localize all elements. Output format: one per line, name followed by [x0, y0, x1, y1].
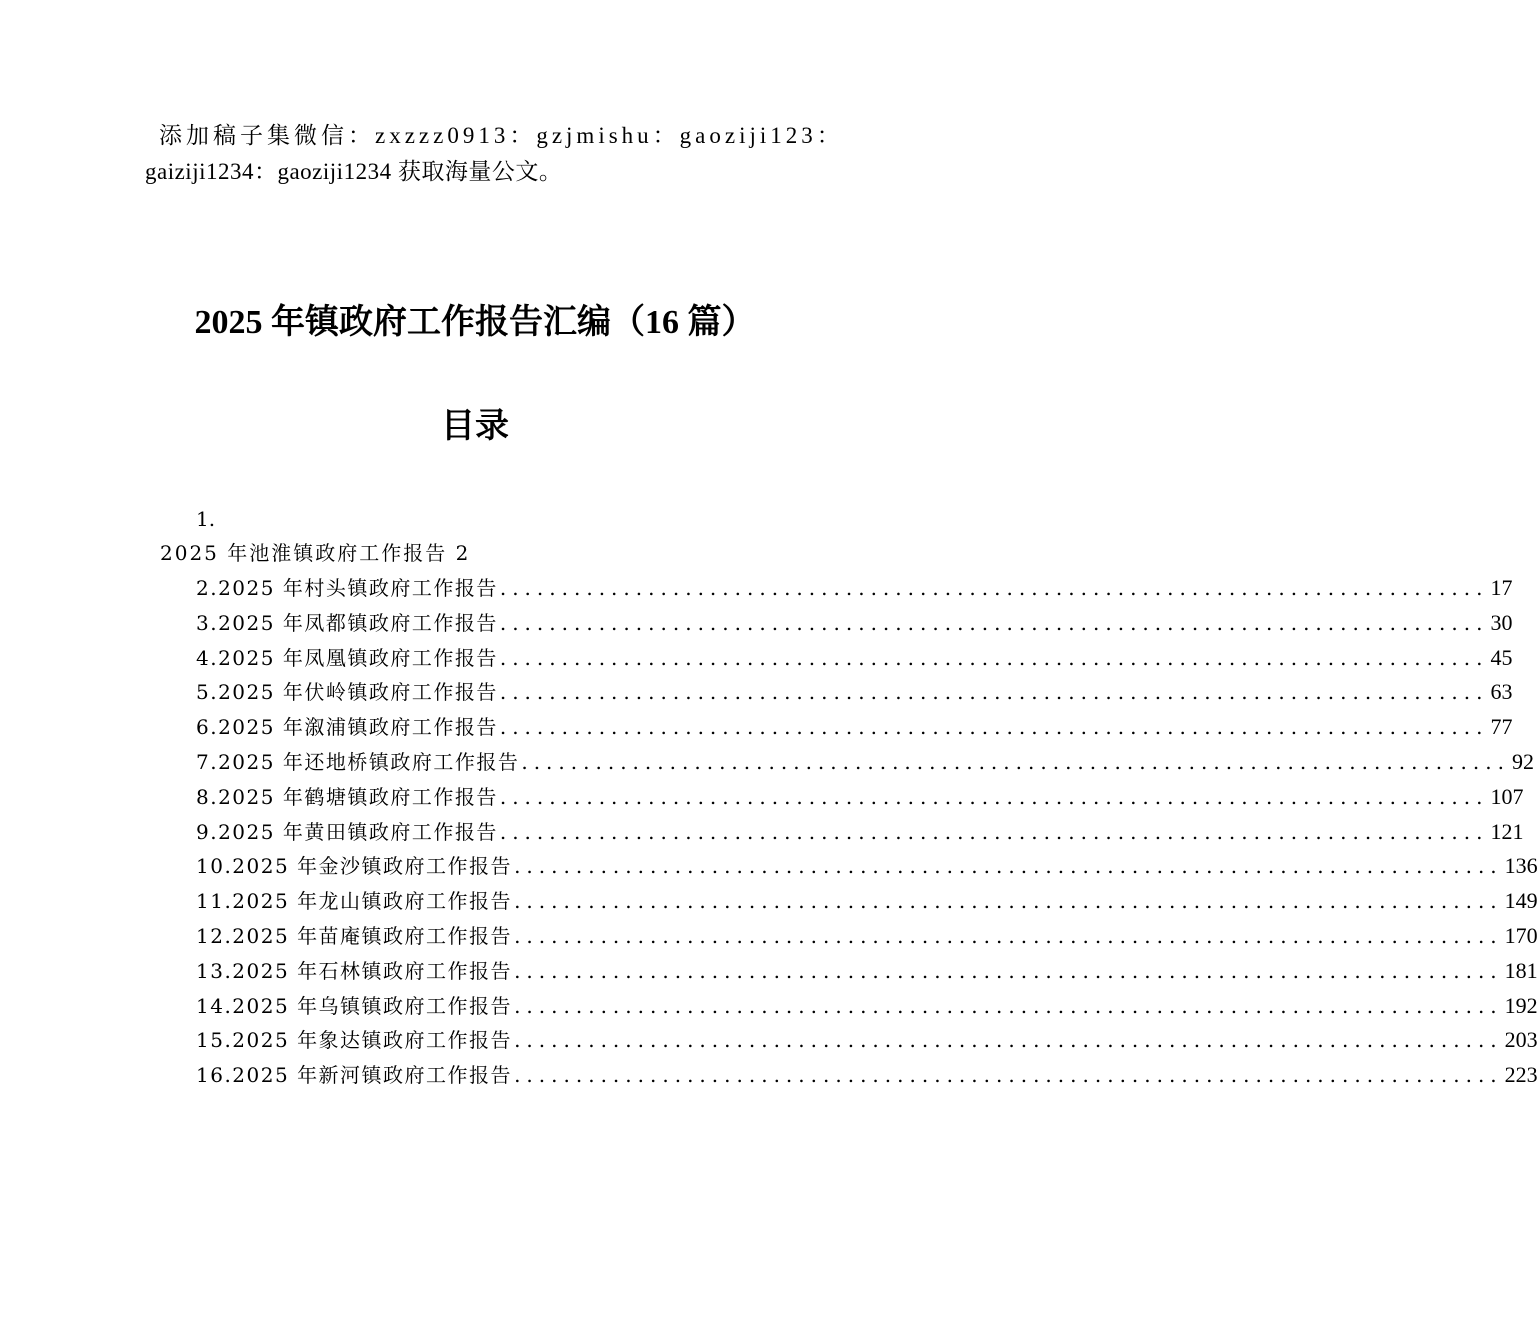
toc-dot-leader: ................................................................................	[514, 923, 1503, 948]
toc-entry-label: 3.2025 年凤都镇政府工作报告	[196, 610, 498, 635]
toc-entry[interactable]	[196, 608, 1513, 643]
toc-entry[interactable]	[196, 1025, 1538, 1060]
toc-list	[196, 573, 1538, 1095]
toc-entry-page-number: 203	[1504, 1027, 1538, 1053]
toc-entry[interactable]	[196, 886, 1538, 921]
toc-entry[interactable]	[196, 643, 1513, 678]
toc-entry-page-number: 17	[1490, 575, 1513, 600]
toc-entry-page-number: 30	[1490, 609, 1513, 635]
toc-entry-label: 5.2025 年伏岭镇政府工作报告	[196, 680, 498, 705]
toc-dot-leader: ................................................................................	[514, 889, 1503, 914]
toc-entry[interactable]	[196, 956, 1538, 991]
toc-entry[interactable]	[196, 817, 1524, 852]
toc-dot-leader: ................................................................................	[514, 958, 1503, 983]
toc-dot-leader: ................................................................................	[514, 854, 1503, 879]
toc-dot-leader: ................................................................................	[499, 610, 1489, 635]
toc-entry-label: 11.2025 年龙山镇政府工作报告	[196, 889, 513, 914]
toc-dot-leader: ................................................................................	[499, 576, 1489, 600]
toc-entry[interactable]	[196, 677, 1513, 712]
toc-entry-label: 2.2025 年村头镇政府工作报告	[196, 576, 498, 600]
document-title: 2025 年镇政府工作报告汇编（16 篇）	[194, 304, 756, 341]
wechat-notice	[145, 118, 844, 190]
toc-entry-label: 16.2025 年新河镇政府工作报告	[196, 1063, 513, 1088]
toc-entry-page-number: 77	[1490, 714, 1513, 740]
toc-entry[interactable]	[196, 782, 1524, 817]
toc-dot-leader: ................................................................................	[499, 819, 1489, 844]
toc-entry-page-number: 149	[1504, 888, 1538, 914]
toc-dot-leader: ................................................................................	[514, 1028, 1503, 1053]
toc-entry-1-number: 1.	[196, 507, 216, 531]
toc-dot-leader: ................................................................................	[499, 715, 1489, 740]
toc-entry-label: 6.2025 年溆浦镇政府工作报告	[196, 715, 498, 740]
toc-dot-leader: ................................................................................	[514, 1063, 1503, 1088]
toc-entry[interactable]	[196, 712, 1513, 747]
toc-entry-label: 12.2025 年苗庵镇政府工作报告	[196, 923, 513, 948]
toc-entry-page-number: 136	[1504, 853, 1538, 879]
toc-entry-1-text: 2025 年池淮镇政府工作报告 2	[160, 541, 471, 565]
toc-entry-label: 9.2025 年黄田镇政府工作报告	[196, 819, 498, 844]
toc-entry[interactable]	[196, 1060, 1538, 1095]
toc-entry-label: 15.2025 年象达镇政府工作报告	[196, 1028, 513, 1053]
toc-dot-leader: ................................................................................	[499, 645, 1489, 670]
notice-line-2: gaiziji1234：gaoziji1234 获取海量公文。	[145, 159, 563, 184]
toc-entry[interactable]	[196, 991, 1538, 1026]
toc-entry-page-number: 92	[1511, 748, 1534, 774]
notice-line-1: 添加稿子集微信：zxzzz0913：gzjmishu：gaoziji123：	[159, 123, 844, 148]
toc-entry[interactable]	[196, 851, 1538, 886]
toc-entry-label: 13.2025 年石林镇政府工作报告	[196, 958, 513, 983]
toc-heading: 目录	[441, 408, 509, 445]
toc-entry-page-number: 107	[1490, 783, 1524, 809]
toc-entry-page-number: 63	[1490, 679, 1513, 705]
toc-dot-leader: ................................................................................	[521, 749, 1510, 774]
toc-entry-page-number: 45	[1490, 644, 1513, 670]
toc-entry[interactable]	[196, 747, 1534, 782]
toc-entry-page-number: 223	[1504, 1062, 1538, 1088]
toc-entry-label: 10.2025 年金沙镇政府工作报告	[196, 854, 513, 879]
toc-entry-label: 7.2025 年还地桥镇政府工作报告	[196, 749, 520, 774]
toc-dot-leader: ................................................................................	[499, 784, 1489, 809]
toc-entry-page-number: 170	[1504, 922, 1538, 948]
toc-entry[interactable]	[196, 573, 1513, 608]
toc-entry-page-number: 192	[1504, 992, 1538, 1018]
toc-entry-label: 14.2025 年乌镇镇政府工作报告	[196, 993, 513, 1018]
toc-dot-leader: ................................................................................	[499, 680, 1489, 705]
toc-entry-label: 8.2025 年鹤塘镇政府工作报告	[196, 784, 498, 809]
toc-entry[interactable]	[196, 921, 1538, 956]
toc-entry-page-number: 121	[1490, 818, 1524, 844]
toc-entry-label: 4.2025 年凤凰镇政府工作报告	[196, 645, 498, 670]
toc-entry-page-number: 181	[1504, 957, 1538, 983]
toc-dot-leader: ................................................................................	[514, 993, 1503, 1018]
